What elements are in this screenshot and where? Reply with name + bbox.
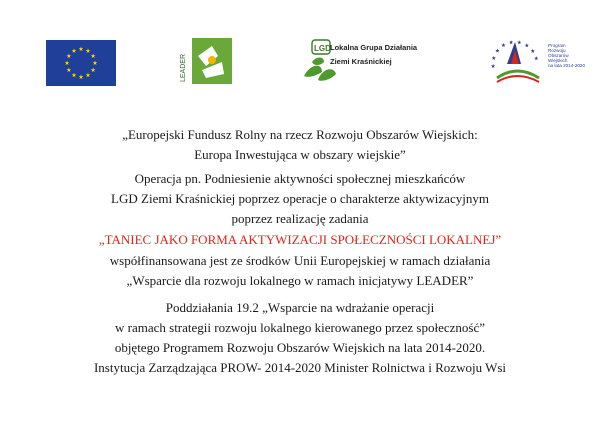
leader-logo-text: LEADER [180,53,187,82]
prow-text-line5: na lata 2014-2020 [548,63,586,68]
prow-star-icon [495,49,499,53]
prow-star-icon [531,49,535,53]
eu-flag-icon [46,40,116,86]
text-line-5: poprzez realizację zadania [231,211,369,226]
text-line-12: Instytucja Zarządzająca PROW- 2014-2020 Minister Rolnictwa i Rozwoju Wsi [93,360,507,375]
prow-star-icon [501,43,505,47]
text-line-7: współfinansowana jest ze środków Unii Europejskiej w ramach działania [109,253,491,268]
prow-star-icon [509,40,513,44]
prow-star-icon [534,56,538,60]
text-line-9: Poddziałania 19.2 „Wsparcie na wdrażanie operacji [165,300,435,315]
text-line-2: Europa Inwestująca w obszary wiejskie” [194,147,406,162]
text-line-1: „Europejski Fundusz Rolny na rzecz Rozwoju Obszarów Wiejskich: [122,127,478,142]
lgd-name-line2: Ziemi Kraśnickiej [330,57,392,66]
text-line-3: Operacja pn. Podniesienie aktywności społecznej mieszkańców [134,171,466,186]
lgd-name-line1: Lokalna Grupa Działania [330,43,418,52]
lgd-mark-text: LGD [314,44,331,53]
text-line-10: w ramach strategii rozwoju lokalnego kierowanego przez społeczność” [115,320,485,335]
leader-logo-icon [178,36,234,86]
prow-star-icon [525,43,529,47]
task-title: „TANIEC JAKO FORMA AKTYWIZACJI SPOŁECZNOŚCI LOKALNEJ” [98,232,502,247]
prow-star-icon [491,64,495,68]
prow-text-line3: Obszarów [548,53,569,58]
text-line-11: objętego Programem Rozwoju Obszarów Wiejskich na lata 2014-2020. [114,340,486,355]
prow-text-line1: Program [548,43,566,48]
logo-bar [0,0,600,100]
prow-text-line2: Rozwoju [548,48,566,53]
text-line-8: „Wsparcie dla rozwoju lokalnego w ramach inicjatywy LEADER” [126,273,474,288]
prow-star-icon [517,40,521,44]
text-line-4: LGD Ziemi Kraśnickiej poprzez operacje o charakterze aktywizacyjnym [111,191,489,206]
prow-star-icon [492,56,496,60]
prow-text-line4: Wiejskich [548,58,568,63]
